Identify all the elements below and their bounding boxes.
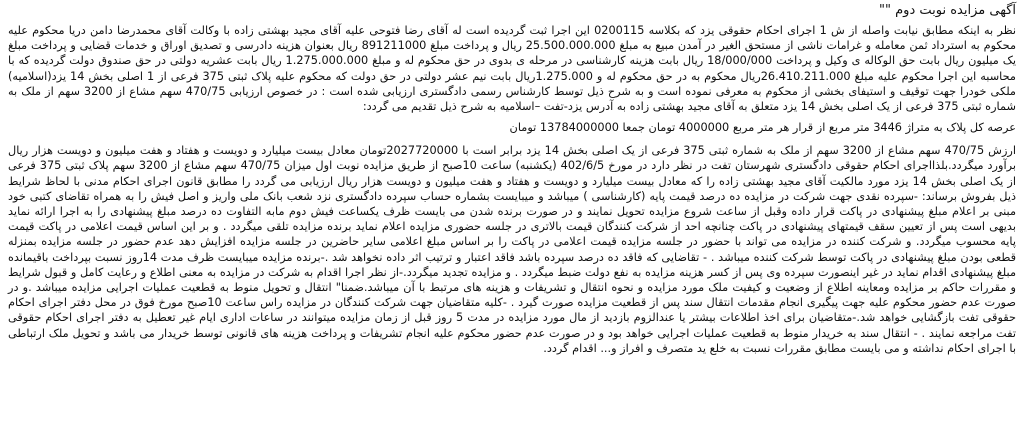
notice-summary-line: عرصه کل پلاک به متراژ 3446 متر مربع از قرار هر متر مربع 4000000 تومان جمعا 13784000000 تومان (509, 121, 1016, 135)
notice-title: آگهی مزایده نوبت دوم "" (879, 3, 1016, 18)
notice-intro-paragraph: نظر به اینکه مطابق نیابت واصله از ش 1 اجرای احکام حقوقی یزد که بکلاسه 0200115 این اجرا ثبت گردیده است له آقای رضا فتوحی علیه آقای مجید بهشتی زاده با وکالت آقای محمدرضا دامن دریا محکوم علیه محکوم به استرداد ثمن معامله و غرامات ناشی از مستحق الغیر در آمدن مبیع به مبلغ 25.500.000.000 ریال و پرداخت مبلغ 891211000 ریال بعنوان هزینه دادرسی و تصدیق اوراق و خدمات قضایی و پرداخت مبلغ یک میلیون ریال بابت حق الوکاله ی وکیل و پرداخت 18/000/000 ریال بابت هزینه کارشناسی در مرحله ی بدوی در حق محکوم له و مبلغ 1.275.000.000 ریال بابت عشریه دولتی در حق صندوق دولت گردیده که با محاسبه این اجرا محکوم علیه مبلغ 26.410.211.000ریال محکوم به در حق محکوم له و 1.275.000ریال بابت نیم عشر دولتی در حق دولت که محکوم علیه پلاک ثبتی 375 فرعی از 1 اصلی بخش 14 یزد(اسلامیه) ملکی خودرا جهت توقیف و استیفای بخشی از محکوم به معرفی نموده است و به شرح ذیل توسط کارشناس رسمی دادگستری ارزیابی شده است : در خصوص ارزیابی 470/75 سهم مشاع از 3200 سهم از ملک به شماره ثبتی 375 فرعی از یک اصلی بخش 14 یزد متعلق به آقای مجید بهشتی زاده به آدرس یزد-تفت –اسلامیه به شرح ذیل تقدیم می گردد: (8, 24, 1016, 114)
notice-terms-paragraph: ارزش 470/75 سهم مشاع از 3200 سهم از ملک به شماره ثبتی 375 فرعی از یک اصلی بخش 14 یزد برابر است با 2027720000تومان معادل بیست میلیارد و دویست و هفتاد و هفت میلیون و دویست هزار ریال برآورد میگردد.بلذااجرای احکام حقوقی دادگستری شهرستان تفت در نظر دارد در مورخ 402/6/5 (یکشنبه) ساعت 10صبح از طریق مزایده نوبت اول میزان 470/75 سهم مشاع از 3200 سهم پلاک ثبتی 375 فرعی از یک اصلی بخش 14 یزد مورد مالکیت آقای مجید بهشتی زاده را که معادل بیست میلیارد و دویست و هفتاد و هفت میلیون و دویست هزار ریال ارزیابی می گردد را مطابق قانون اجرای احکام مدنی با لحاظ شرایط ذیل بفروش برساند: -سپرده نقدی جهت شرکت در مزایده ده درصد قیمت پایه (کارشناسی ) میباشد و میبایست بشماره حساب سپرده دادگستری نزد شعب بانک ملی واریز و اصل فیش را به همراه تقاضای کتبی خود مبنی بر اعلام مبلغ پیشنهادی در پاکت قرار داده وقبل از ساعت شروع مزایده تحویل نمایند و در صورت برنده شدن می بایست ظرف یکساعت فیش دوم مابه التفاوت ده درصد مبلغ پیشنهادی را به اجرا ارائه نماید بدیهی است پس از تعیین سقف قیمتهای پیشنهادی در پاکت چنانچه احد از شرکت کنندگان قیمت بالاتری در جلسه حضوری مزایده اعلام نماید برنده مزایده تلقی میگردد . و بر این اساس قیمت اعلامی در پاکت قیمت پایه محسوب میگردد. و شرکت کننده در مزایده می تواند با حضور در جلسه مزایده قیمت اعلامی در پاکت را بر اساس مبلغ اعلامی سایر حاضرین در جلسه مزایده افزایش دهد عدم حضور در جلسه مزایده بمنزله قطعی بودن مبلغ پیشنهادی در پاکت توسط شرکت کننده میباشد . - تقاضایی که فاقد ده درصد سپرده باشد فاقد اعتبار و ترتیب اثر داده نخواهد شد .-برنده مزایده میبایست ظرف مدت 14روز نسبت بپرداخت باقیمانده مبلغ پیشنهادی اقدام نماید در غیر اینصورت سپرده وی پس از کسر هزینه مزایده به نفع دولت ضبط میگردد . و مزایده تجدید میگردد.-از نظر اجرا اقدام به شرکت در مزایده به معنی اطلاع و رعایت کامل و قبول شرایط و مقررات حاکم بر مزایده ومعاینه اطلاع از وضعیت و کیفیت ملک مورد مزایده و نحوه انتقال و تشریفات و هزینه های مرتبط با آن میباشد.ضمنا" انتقال و تحویل منوط به قطعیت عملیات اجرایی مزایده میباشد .و در صورت عدم حضور محکوم علیه جهت پیگیری انجام مقدمات انتقال سند پس از قطعیت مزایده صورت گیرد . -کلیه متقاضیان جهت شرکت کنندگان در مزایده راس ساعت 10صبح مورخ فوق در محل دفتر اجرای احکام حقوقی تفت بازگشایی خواهد شد.-متقاضیان برای اخذ اطلاعات بیشتر یا عندالزوم بازدید از مال مورد مزایده در مدت 5 روز قبل از زمان مزایده میتوانند در ساعات اداری ایام غیر تعطیل به دفتر اجرای احکام حقوقی تفت مراجعه نمایند . - انتقال سند به خریدار منوط به قطعیت عملیات اجرایی خواهد بود و در صورت عدم حضور محکوم علیه انجام تشریفات و پرداخت هزینه های قانونی توسط خریدار می باشد و تحویل ملک ارتباطی با اجرای احکام نداشته و می بایست مطابق مقررات نسبت به خلع ید متصرف و افراز و... اقدام گردد. (8, 144, 1016, 355)
